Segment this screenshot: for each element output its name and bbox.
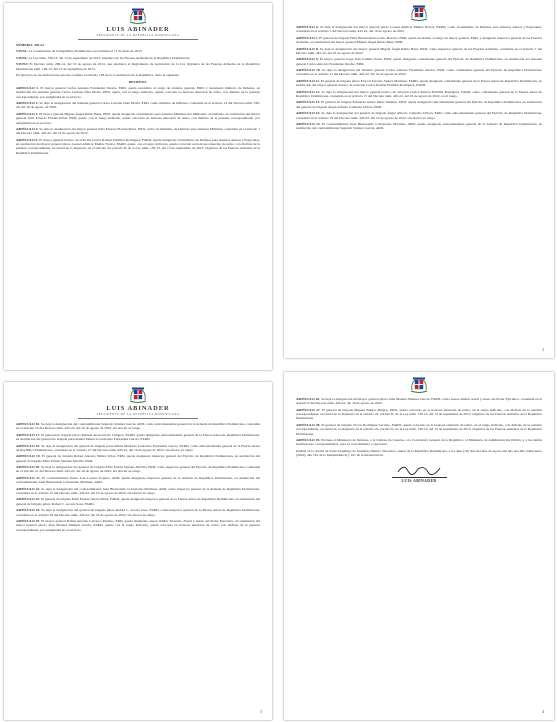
decree-heading: DECRETO: xyxy=(128,79,148,84)
signer-name: LUIS ABINADER xyxy=(401,478,437,483)
article-9: ARTÍCULO 9. El mayor general Jorge Iván Camino Pérez, ERD, queda designado comandante general del Ejército de República Dominicana, en sustitución del teniente general Carlos Antonio Fernández Onofre, ERD. xyxy=(296,57,543,66)
article-26: ARTÍCULO 26. Se deja la designación del mayor general piloto Juan Manuel Jiménez García, FARD, como asesor militar, naval y aéreo del Poder Ejecutivo, contenida en el artículo 9 del Decreto núm. 445-22, del 16 de agosto de 2022. xyxy=(296,397,543,406)
vista-1: VISTA: La Constitución de la República Dominicana, proclamada el 13 de junio de 2015. xyxy=(16,49,143,54)
signature-block xyxy=(296,462,542,484)
article-1: ARTÍCULO 1. El mayor general Carlos Antonio Fernández Onofre, ERD, queda ascendido al rango de teniente general, ERD, y designado ministro de Defensa, en sustitución del teniente general Carlos Luciano Díaz Morfa, ERD, quien, con el rango indicado, queda colocado en honrosa situación de retiro, con disfrute de la pensión correspondiente, por antigüedad en el servicio. xyxy=(16,85,260,99)
page-body xyxy=(284,394,554,483)
article-19: ARTÍCULO 19. El general de brigada Rafael Antonio Núñez Veloz, ERD, queda designado inspector general del Ejército de República Dominicana, en sustitución del general de brigada Félix Edwin Santana Morillo, ERD. xyxy=(16,454,261,463)
intro-text: En ejercicio de las atribuciones que me confiere el artículo 128 de la Constitución de la República, dicto el siguiente xyxy=(16,73,179,78)
page-number: 4 xyxy=(542,710,544,714)
article-27: ARTÍCULO 27. El general de brigada Manuel Burgos Burgos, ERD, queda colocado en la honrosa situación de retiro, en el rango indicado, con disfrute de la pensión correspondiente, en virtud de lo dispuesto en el artículo 22, párrafo II, de la Ley núm. 139-13, del 13 de septiembre de 2013, Orgánica de las Fuerzas Armadas de la República Dominicana. xyxy=(296,407,543,421)
article-8: ARTÍCULO 8. Se deja la designación del mayor general Miguel Ángel Rubio Báez, ERD, como inspector general de las Fuerzas Armadas, contenida en el artículo 7 del Decreto núm. 445-22, del 16 de agosto de 2022. xyxy=(296,46,543,55)
article-14: ARTÍCULO 14. Se deja la designación del general de brigada Ángel Alfredo Camacho Ubiera, ERD, como subcomandante general del Ejército de República Dominicana, contenida en el artículo 19 del Decreto núm. 445-22, del 16 de agosto de 2022, sin afectar su rango. xyxy=(296,111,542,120)
page-body xyxy=(4,419,272,532)
page-number: 3 xyxy=(260,710,262,714)
document-page-3 xyxy=(4,382,272,720)
article-16: ARTÍCULO 16. Se deja la designación del contraalmirante Segundo Ventura García, ARD, como subcomandante general de la Armada de República Dominicana, contenida en el artículo 23 del Decreto núm. 445-22, del 16 de agosto de 2022, sin afectar su rango. xyxy=(16,422,260,431)
article-6: ARTÍCULO 6. Se deja la designación del mayor general piloto Leonel Amilcar Muñoz Noboa, FARD, como viceministro de Defensa para Asuntos Aéreos y Espaciales, contenida en el artículo 5 del Decreto núm. 445-22, del 16 de agosto de 2022. xyxy=(296,25,543,34)
page-header xyxy=(4,382,272,419)
article-5: ARTÍCULO 5. El mayor general técnico de aviación Carlos Ramón Febrillet Rodríguez, FARD, queda designado viceministro de Defensa para Asuntos Aéreos y Espaciales, en sustitución del mayor general piloto Leonel Amilcar Muñoz Noboa, FARD, quien, con el rango indicado, queda colocado en honrosa situación de retiro, con disfrute de la pensión correspondiente, en virtud de lo dispuesto en el artículo 24, párrafo II, de la Ley núm. 139-13, del 13 de septiembre de 2013, Orgánica de las Fuerzas Armadas de la República Dominicana. xyxy=(16,137,261,155)
page-body xyxy=(284,22,554,131)
page-header xyxy=(284,372,554,394)
decree-number: NÚMERO: 445-22 xyxy=(16,43,44,47)
document-page-4 xyxy=(284,372,554,720)
article-24: ARTÍCULO 24. Se deja la designación del general de brigada piloto Rafael C. Acosta Sosa, FARD, como inspector general de la Fuerza Aérea de República Dominicana, contenida en el artículo 29 del Decreto núm. 445-22, del 16 de agosto de 2022, sin afectar su rango. xyxy=(16,508,260,517)
page-body xyxy=(4,40,272,155)
coat-of-arms-icon xyxy=(409,376,429,394)
article-2: ARTÍCULO 2. Se deja la designación del teniente general Carlos Luciano Díaz Morfa, ERD, como ministro de Defensa, contenida en el artículo 14 del Decreto núm. 336-20, del 16 de agosto de 2020. xyxy=(16,101,261,110)
article-22: ARTÍCULO 22. Se deja la designación del contraalmirante Juan Bienvenido Crisóstomo Martínez, ARD, como inspector general de la Armada de República Dominicana, contenida en el artículo 25 del Decreto núm. 445-22, del 16 de agosto de 2022, sin afectar su rango. xyxy=(16,486,260,496)
header-subtitle: PRESIDENTE DE LA REPÚBLICA DOMINICANA xyxy=(96,34,180,37)
vista-2: VISTA: La Ley núm. 139-13, del 13 de septiembre de 2013, Orgánica de las Fuerzas Armadas de la República Dominicana. xyxy=(16,55,191,60)
header-name: LUIS ABINADER xyxy=(106,405,170,412)
article-10: ARTÍCULO 10. Se deja la designación del teniente general Carlos Antonio Fernández Onofre, ERD, como comandante general del Ejército de República Dominicana, contenida en el artículo 11 del Decreto núm. 445-22, del 16 de agosto de 2022. xyxy=(296,68,542,77)
article-11: ARTÍCULO 11. El general de brigada piloto Fiorcat Tarcisio Suárez Martínez, FARD, queda designado comandante general de la Fuerza Aérea de República Dominicana, en sustitución del mayor general técnico de aviación Carlos Ramón Febrillet Rodríguez, FARD. xyxy=(296,78,543,88)
article-17: ARTÍCULO 17. El general de brigada piloto Manuel Abad García Lithgow, FARD, queda designado subcomandante general de la Fuerza Aérea de República Dominicana, en sustitución del general de brigada paracaidista Mauricio Ludovino Fernández García, FARD. xyxy=(16,432,261,442)
coat-of-arms-icon xyxy=(128,386,148,404)
article-28: ARTÍCULO 28. El general de brigada Víctor Rodríguez Luciano, FARD, queda colocado en la honrosa situación de retiro, en el rango indicado, con disfrute de la pensión correspondiente, en virtud de lo dispuesto en el artículo 22, párrafo II, de la Ley núm. 139-13, del 13 de septiembre de 2013, Orgánica de las Fuerzas Armadas de la República Dominicana. xyxy=(296,422,542,436)
header-subtitle: PRESIDENTE DE LA REPÚBLICA DOMINICANA xyxy=(96,413,180,416)
article-23: ARTÍCULO 23. El general de brigada Emir Ernesto Sierra Pérez, FARD, queda designado inspector general de la Fuerza Aérea de República Dominicana, en sustitución del general de brigada piloto Rafael C. Acosta Sosa, FARD. xyxy=(16,497,261,506)
article-4: ARTÍCULO 4. Se deja la designación del mayor general Julio Ernesto Florián Pérez, ERD, como viceministro de Defensa para Asuntos Militares, contenida en el artículo 1 del Decreto núm. 445-22, del 16 de agosto de 2022. xyxy=(16,127,261,136)
header-name: LUIS ABINADER xyxy=(106,26,170,33)
article-12: ARTÍCULO 12. Se deja la designación del mayor general técnico de aviación Carlos Ramón Febrillet Rodríguez, FARD, como comandante general de la Fuerza Aérea de República Dominicana, contenida en el artículo 15 del Decreto núm. 445-22, del 16 de agosto de 2022, en el rango. xyxy=(296,89,542,99)
article-29: ARTÍCULO 29. Envíese al Ministerio de Defensa, a la Cámara de Cuentas, a la Contraloría General de la República, al Ministerio de Administración Pública y a las demás instituciones correspondientes, para su conocimiento y ejecución. xyxy=(296,438,542,447)
coat-of-arms-icon xyxy=(409,4,429,22)
visto-3: VISTO: El Decreto núm. 299-14, del 19 de agosto de 2014, que establece el Reglamento de Aplicación de la Ley Orgánica de las Fuerzas Armadas de la República Dominicana núm. 139-13, del 13 de septiembre de 2013. xyxy=(16,62,261,71)
dado-paragraph: DADO en la ciudad de Santo Domingo de Guzmán, Distrito Nacional, capital de la República Dominicana, a los diez (10) días del mes de agosto del año dos mil veinticuatro (2024), año 181 de la Independencia y 161 de la Restauración. xyxy=(296,448,542,458)
article-3: ARTÍCULO 3. El mayor general Miguel Ángel Rubio Báez, ERD, queda designado viceministro para Asuntos Militares del Ministerio de Defensa, en sustitución del mayor general Julio Ernesto Florián Pérez, ERD, quien, con el rango indicado, queda colocado en honrosa situación de retiro, con disfrute de la pensión correspondiente, por antigüedad en el servicio. xyxy=(16,111,260,125)
coat-of-arms-icon xyxy=(128,7,148,25)
article-18: ARTÍCULO 18. Se deja la designación del general de brigada paracaidista Mauricio Ludovino Fernández García, FARD, como subcomandante general de la Fuerza Aérea de República Dominicana, contenida en el artículo 27 del Decreto núm. 445-22, del 16 de agosto de 2022, sin afectar su rango. xyxy=(16,443,260,452)
document-page-2 xyxy=(284,0,554,358)
article-15: ARTÍCULO 15. El contraalmirante Juan Bienvenido Crisóstomo Martínez, ARD, queda designado subcomandante general de la Armada de República Dominicana, en sustitución del contraalmirante Segundo Ventura García, ARD. xyxy=(296,122,542,131)
article-7: ARTÍCULO 7. El general de brigada Félix Buenaventura Cabo Rosario, ERD, queda ascendido al rango de mayor general, ERD, y designado inspector general de las Fuerzas Armadas, en sustitución del mayor general Miguel Ángel Rubio Báez, ERD. xyxy=(296,35,542,45)
page-header xyxy=(284,0,554,22)
signature-icon xyxy=(394,462,444,476)
document-page-1 xyxy=(4,3,272,370)
signature-line xyxy=(392,477,447,478)
article-20: ARTÍCULO 20. Se deja la designación del general de brigada Félix Edwin Santana Morillo, ERD, como inspector general del Ejército de República Dominicana, contenida en el artículo 21 del Decreto núm. 445-22, del 16 de agosto de 2022, sin afectar su rango. xyxy=(16,465,260,474)
article-21: ARTÍCULO 21. El contraalmirante Pedro José Lozano Pogueo, ARD, queda designado inspector general de la Armada de República Dominicana, en sustitución del contraalmirante Juan Bienvenido Crisóstomo Martínez, ARD. xyxy=(16,475,261,485)
page-number: 2 xyxy=(542,348,544,352)
article-25: ARTÍCULO 25. El mayor general Rafael Antonio Carrasco Paulino, ERD, queda designado asesor militar Terrestre, Naval y Aéreo del Poder Ejecutivo, en sustitución del mayor general piloto Juan Manuel Jiménez García, FARD, quien, con el rango indicado, queda colocado en honrosa situación de retiro, con disfrute de la pensión correspondiente, por antigüedad en el servicio. xyxy=(16,519,260,532)
page-header xyxy=(4,3,272,40)
article-13: ARTÍCULO 13. El general de brigada Fernando Arturo Pérez Jiménez, ERD, queda designado subcomandante general del Ejército de República Dominicana, en sustitución del general de brigada Ángel Alfredo Camacho Ubiera, ERD. xyxy=(296,100,543,109)
